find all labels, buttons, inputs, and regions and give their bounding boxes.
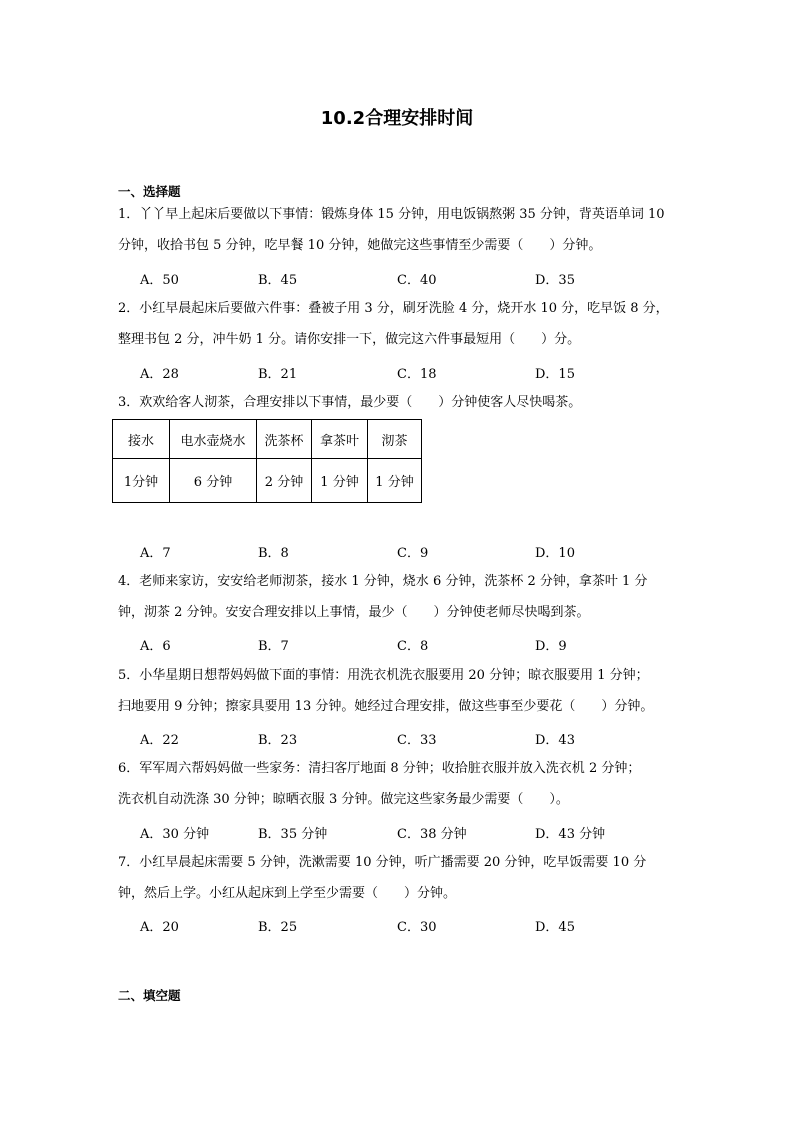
table-value-row (113, 459, 422, 503)
question-7-line-2: 钟，然后上学。小红从起床到上学至少需要（ ）分钟。 (118, 886, 457, 901)
question-4-line-1: 4．老师来家访，安安给老师沏茶，接水 1 分钟，烧水 6 分钟，洗茶杯 2 分钟，拿茶叶 1 分 (118, 574, 648, 589)
option-d: D．15 (535, 367, 575, 382)
question-3-options (118, 542, 678, 560)
question-2-line-1: 2．小红早晨起床后要做六件事：叠被子用 3 分，刷牙洗脸 4 分，烧开水 10 分，吃早饭 8 分， (118, 301, 669, 316)
table-value-cell: 1 分钟 (368, 459, 422, 503)
option-d: D．43 (535, 733, 575, 748)
table-value-cell: 1 分钟 (312, 459, 368, 503)
question-4-options (118, 635, 678, 653)
option-c: C．30 (397, 920, 437, 935)
option-a: A．28 (140, 367, 179, 382)
section-heading-fill: 二、填空题 (118, 988, 181, 1003)
option-c: C．38 分钟 (397, 827, 467, 842)
option-a: A．22 (140, 733, 179, 748)
option-c: C．18 (397, 367, 437, 382)
question-3-line-1: 3．欢欢给客人沏茶，合理安排以下事情，最少要（ ）分钟使客人尽快喝茶。 (118, 395, 582, 410)
question-6-options (118, 823, 678, 841)
section-heading-choice: 一、选择题 (118, 184, 181, 199)
option-b: B．23 (258, 733, 298, 748)
page-title: 10.2合理安排时间 (320, 108, 474, 129)
question-7-line-1: 7．小红早晨起床需要 5 分钟，洗漱需要 10 分钟，听广播需要 20 分钟，吃早饭需要 10 分 (118, 855, 647, 870)
table-header-cell: 洗茶杯 (257, 420, 312, 459)
option-b: B．21 (258, 367, 298, 382)
option-c: C．33 (397, 733, 437, 748)
table-value-cell: 2 分钟 (257, 459, 312, 503)
option-a: A．20 (140, 920, 179, 935)
question-2-options (118, 363, 678, 381)
option-d: D．45 (535, 920, 575, 935)
option-d: D．9 (535, 639, 567, 654)
option-a: A．7 (140, 546, 171, 561)
question-1-line-1: 1．丫丫早上起床后要做以下事情：锻炼身体 15 分钟，用电饭锅熬粥 35 分钟，背英语单词 10 (118, 207, 665, 222)
question-6-line-1: 6．军军周六帮妈妈做一些家务：清扫客厅地面 8 分钟；收拾脏衣服并放入洗衣机 2 分钟； (118, 761, 641, 776)
option-b: B．25 (258, 920, 298, 935)
question-1-options (118, 269, 678, 287)
question-2-line-2: 整理书包 2 分，冲牛奶 1 分。请你安排一下，做完这六件事最短用（ ）分。 (118, 332, 581, 347)
table-header-cell: 拿茶叶 (312, 420, 368, 459)
option-d: D．35 (535, 273, 575, 288)
question-5-options (118, 729, 678, 747)
option-a: A．6 (140, 639, 171, 654)
table-header-cell: 接水 (113, 420, 170, 459)
question-5-line-2: 扫地要用 9 分钟；擦家具要用 13 分钟。她经过合理安排，做这些事至少要花（ ）分钟。 (118, 699, 654, 714)
table-value-cell: 6 分钟 (170, 459, 257, 503)
option-b: B．35 分钟 (258, 827, 328, 842)
table-header-cell: 电水壶烧水 (170, 420, 257, 459)
option-c: C．8 (397, 639, 429, 654)
option-c: C．40 (397, 273, 437, 288)
table-header-row (113, 420, 422, 459)
option-b: B．45 (258, 273, 298, 288)
question-1-line-2: 分钟，收拾书包 5 分钟，吃早餐 10 分钟，她做完这些事情至少需要（ ）分钟。 (118, 238, 602, 253)
option-a: A．30 分钟 (140, 827, 210, 842)
option-d: D．43 分钟 (535, 827, 606, 842)
table-header-cell: 沏茶 (368, 420, 422, 459)
option-c: C．9 (397, 546, 429, 561)
tea-steps-table (112, 419, 422, 503)
option-b: B．8 (258, 546, 289, 561)
question-7-options (118, 916, 678, 934)
table-value-cell: 1分钟 (113, 459, 170, 503)
question-4-line-2: 钟，沏茶 2 分钟。安安合理安排以上事情，最少（ ）分钟使老师尽快喝到茶。 (118, 605, 590, 620)
option-b: B．7 (258, 639, 289, 654)
question-6-line-2: 洗衣机自动洗涤 30 分钟；晾晒衣服 3 分钟。做完这些家务最少需要（ ）。 (118, 792, 569, 807)
question-5-line-1: 5．小华星期日想帮妈妈做下面的事情：用洗衣机洗衣服要用 20 分钟；晾衣服要用 1 分钟； (118, 668, 649, 683)
option-a: A．50 (140, 273, 179, 288)
option-d: D．10 (535, 546, 575, 561)
